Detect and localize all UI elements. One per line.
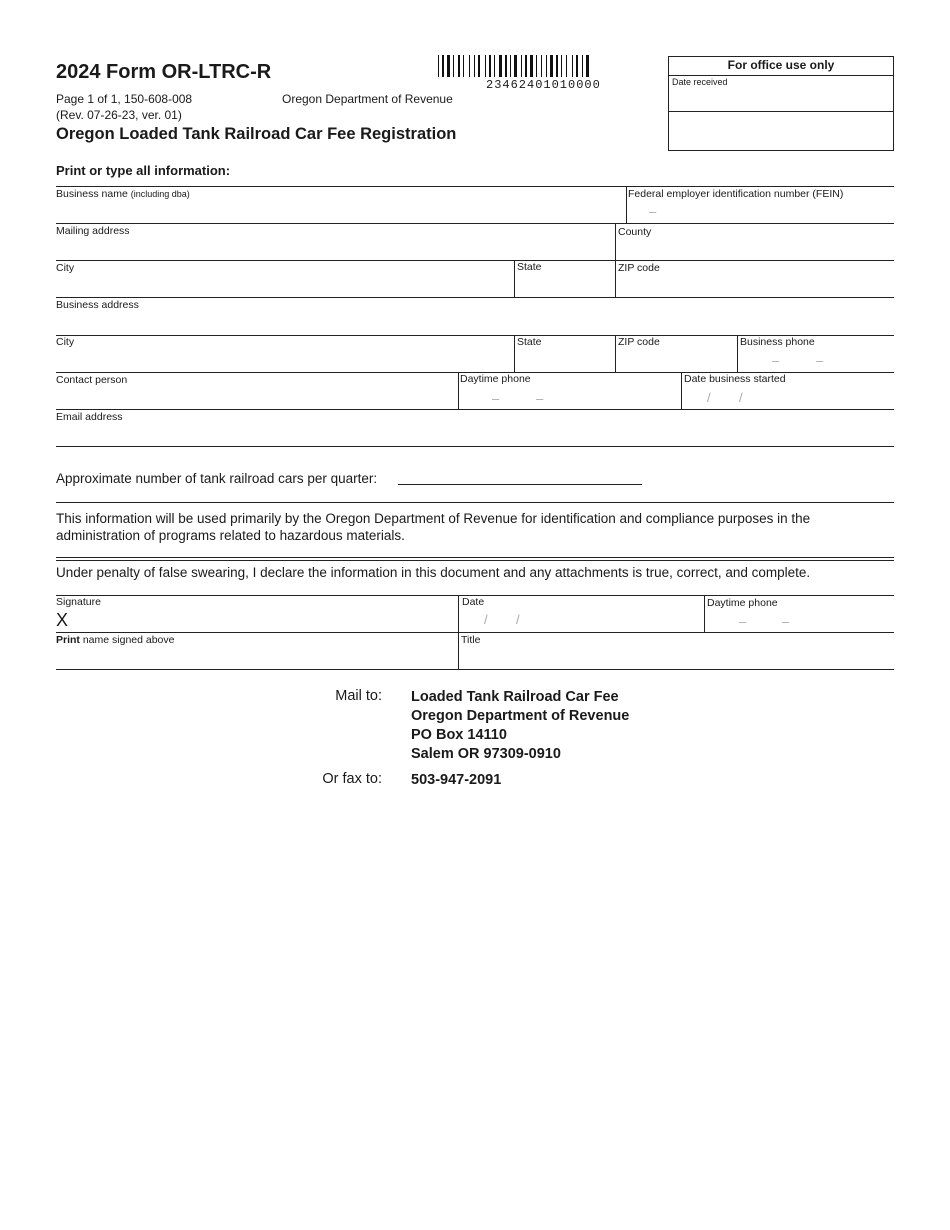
signer-phone-field[interactable]: Daytime phone	[707, 597, 778, 609]
office-use-heading: For office use only	[669, 57, 893, 76]
date-received-label: Date received	[669, 76, 893, 112]
page-info: Page 1 of 1, 150-608-008	[56, 92, 193, 106]
rule	[56, 223, 894, 224]
contact-person-field[interactable]: Contact person	[56, 374, 128, 386]
rule	[56, 409, 894, 410]
divider	[615, 335, 616, 372]
business-address-field[interactable]: Business address	[56, 299, 139, 311]
daytime-phone-field[interactable]: Daytime phone	[460, 373, 531, 385]
phone-dash: –	[782, 614, 790, 629]
rule	[56, 632, 894, 633]
approx-cars-input[interactable]	[398, 484, 642, 485]
mail-line: PO Box 14110	[411, 727, 507, 743]
phone-dash: –	[816, 353, 824, 368]
business-phone-field[interactable]: Business phone	[740, 336, 815, 348]
phone-dash: –	[492, 391, 500, 406]
signature-date-field[interactable]: Date	[462, 596, 485, 608]
date-slash: /	[739, 390, 743, 405]
mail-line: Loaded Tank Railroad Car Fee	[411, 689, 619, 705]
mail-address	[411, 688, 629, 764]
divider	[681, 372, 682, 409]
mail-line: Salem OR 97309-0910	[411, 746, 561, 762]
declaration-text: Under penalty of false swearing, I declare the information in this document and any attachments is true, correct, and complete.	[56, 565, 811, 580]
fein-field[interactable]: Federal employer identification number (FEIN)	[628, 188, 844, 200]
print-name-field[interactable]	[56, 634, 175, 646]
signature-x-mark: X	[56, 610, 69, 630]
email-field[interactable]: Email address	[56, 411, 123, 423]
barcode-image	[438, 55, 650, 77]
zip-field[interactable]: ZIP code	[618, 262, 660, 274]
divider	[615, 223, 616, 297]
business-zip-field[interactable]: ZIP code	[618, 336, 660, 348]
print-name-bold: Print	[56, 634, 80, 646]
department-name: Oregon Department of Revenue	[282, 92, 453, 106]
date-business-started-field[interactable]: Date business started	[684, 373, 786, 385]
info-paragraph: This information will be used primarily by the Oregon Department of Revenue for identification and compliance purposes in the administration of programs related to hazardous materials.	[56, 511, 811, 543]
mail-to-label: Mail to:	[335, 688, 382, 704]
business-name-note: (including dba)	[130, 189, 190, 199]
divider	[737, 335, 738, 372]
rule	[56, 557, 894, 558]
title-field[interactable]: Title	[461, 634, 481, 646]
phone-dash: –	[536, 391, 544, 406]
rule	[56, 502, 894, 503]
business-city-field[interactable]: City	[56, 336, 75, 348]
date-slash: /	[707, 390, 711, 405]
form-title: 2024 Form OR-LTRC-R	[56, 61, 272, 83]
print-name-rest: name signed above	[79, 634, 175, 646]
city-field[interactable]: City	[56, 262, 75, 274]
date-slash: /	[516, 612, 520, 627]
section-label: Print or type all information:	[56, 163, 231, 178]
phone-dash: –	[739, 614, 747, 629]
fax-label: Or fax to:	[322, 771, 382, 787]
divider	[626, 186, 627, 223]
signature-field[interactable]: Signature	[56, 596, 101, 608]
business-name-label: Business name	[56, 188, 128, 200]
business-state-field[interactable]: State	[517, 336, 542, 348]
fax-number: 503-947-2091	[411, 772, 502, 788]
state-field[interactable]: State	[517, 261, 542, 273]
rule	[56, 560, 894, 561]
phone-dash: –	[772, 353, 780, 368]
rule	[56, 669, 894, 670]
rule	[56, 260, 894, 261]
county-field[interactable]: County	[618, 226, 652, 238]
form-subtitle: Oregon Loaded Tank Railroad Car Fee Registration	[56, 125, 457, 143]
date-slash: /	[484, 612, 488, 627]
divider	[514, 260, 515, 297]
divider	[704, 595, 705, 632]
rule	[56, 297, 894, 298]
mail-line: Oregon Department of Revenue	[411, 708, 630, 724]
barcode-number: 23462401010000	[486, 78, 601, 92]
rule	[56, 186, 894, 187]
divider	[514, 335, 515, 372]
office-use-box	[668, 56, 894, 151]
rule	[56, 446, 894, 447]
divider	[458, 595, 459, 669]
divider	[458, 372, 459, 409]
business-name-field[interactable]	[56, 188, 190, 200]
fein-dash: –	[649, 204, 657, 219]
revision-info: (Rev. 07-26-23, ver. 01)	[56, 108, 182, 122]
mailing-address-field[interactable]: Mailing address	[56, 225, 130, 237]
approx-cars-label: Approximate number of tank railroad cars per quarter:	[56, 471, 378, 486]
